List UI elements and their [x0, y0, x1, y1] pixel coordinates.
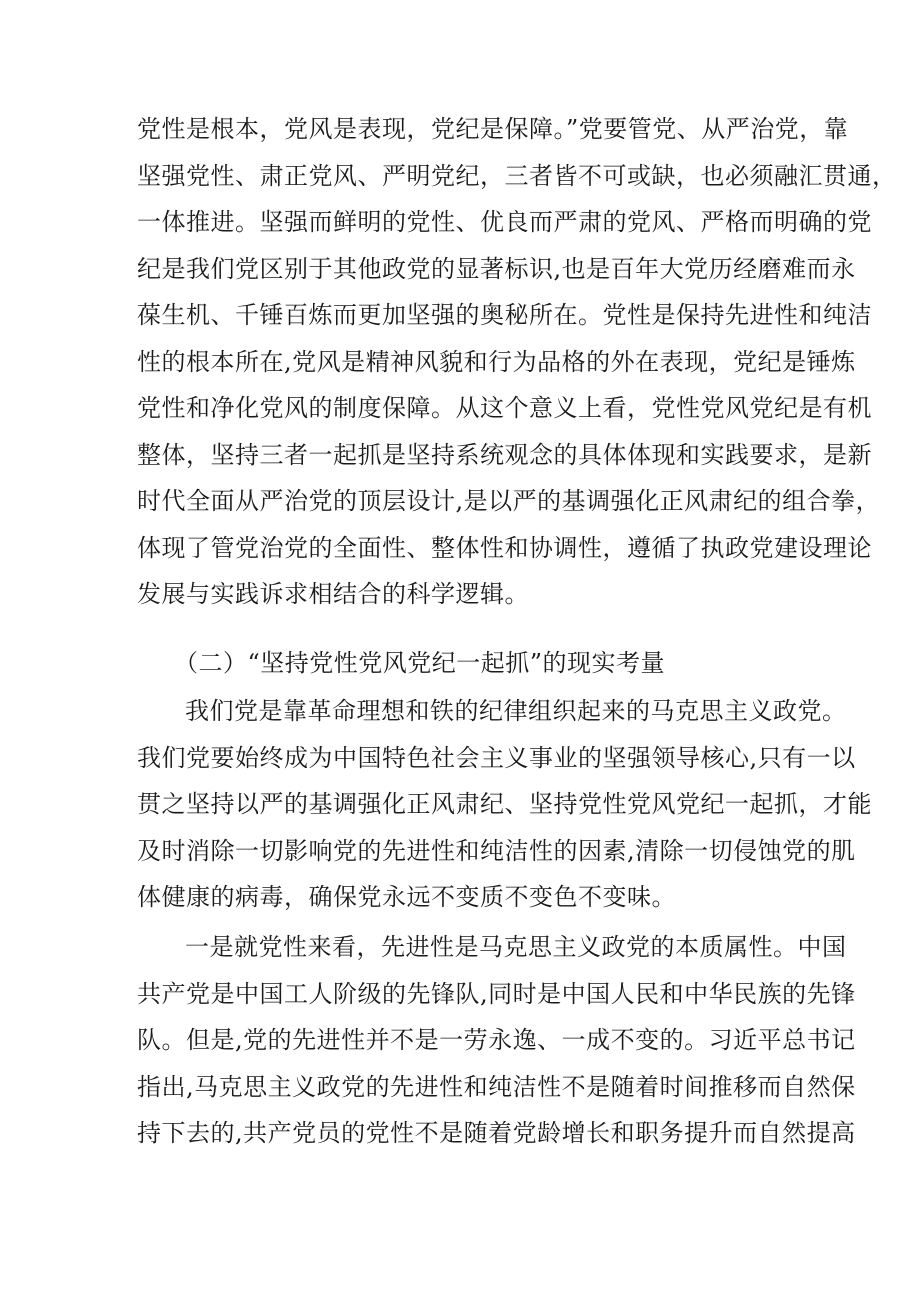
paragraph-line: 指出,马克思主义政党的先进性和纯洁性不是随着时间推移而自然保 [137, 1072, 856, 1101]
paragraph-line: 及时消除一切影响党的先进性和纯洁性的因素,清除一切侵蚀党的肌 [137, 836, 856, 865]
paragraph-2 [137, 688, 872, 921]
paragraph-line: 我们党是靠革命理想和铁的纪律组织起来的马克思主义政党。 [185, 697, 847, 725]
paragraph-line: 贯之坚持以严的基调强化正风肃纪、坚持党性党风党纪一起抓，才能 [137, 790, 872, 818]
paragraph-line: 发展与实践诉求相结合的科学逻辑。 [137, 580, 529, 608]
paragraph-line: 坚强党性、肃正党风、严明党纪，三者皆不可或缺，也必须融汇贯通， [137, 161, 897, 190]
paragraph-line: 持下去的,共产党员的党性不是随着党龄增长和职务提升而自然提高 [137, 1119, 856, 1147]
paragraph-line: 共产党是中国工人阶级的先锋队,同时是中国人民和中华民族的先锋 [137, 979, 856, 1008]
paragraph-line: 党性是根本，党风是表现，党纪是保障。”党要管党、从严治党，靠 [137, 115, 849, 143]
paragraph-line: 整体，坚持三者一起抓是坚持系统观念的具体体现和实践要求，是新 [137, 440, 872, 469]
paragraph-line: 纪是我们党区别于其他政党的显著标识,也是百年大党历经磨难而永 [137, 254, 856, 283]
paragraph-line: 性的根本所在,党风是精神风貌和行为品格的外在表现，党纪是锤炼 [137, 347, 856, 376]
paragraph-line: 队。但是,党的先进性并不是一劳永逸、一成不变的。习近平总书记 [137, 1026, 856, 1054]
paragraph-line: 体现了管党治党的全面性、整体性和协调性，遵循了执政党建设理论 [137, 533, 872, 562]
paragraph-3 [137, 924, 856, 1157]
section-heading-text: （二）“坚持党性党风党纪一起抓”的现实考量 [174, 649, 666, 677]
section-heading [137, 640, 787, 687]
paragraph-line: 我们党要始终成为中国特色社会主义事业的坚强领导核心,只有一以 [137, 743, 856, 772]
paragraph-line: 一体推进。坚强而鲜明的党性、优良而严肃的党风、严格而明确的党 [137, 208, 872, 236]
paragraph-line: 一是就党性来看，先进性是马克思主义政党的本质属性。中国 [185, 933, 847, 961]
paragraph-line: 体健康的病毒，确保党永远不变质不变色不变味。 [137, 883, 676, 911]
paragraph-1 [137, 106, 897, 618]
paragraph-line: 党性和净化党风的制度保障。从这个意义上看，党性党风党纪是有机 [137, 394, 872, 422]
paragraph-line: 时代全面从严治党的顶层设计,是以严的基调强化正风肃纪的组合拳， [137, 487, 881, 515]
paragraph-line: 葆生机、千锤百炼而更加坚强的奥秘所在。党性是保持先进性和纯洁 [137, 301, 872, 329]
